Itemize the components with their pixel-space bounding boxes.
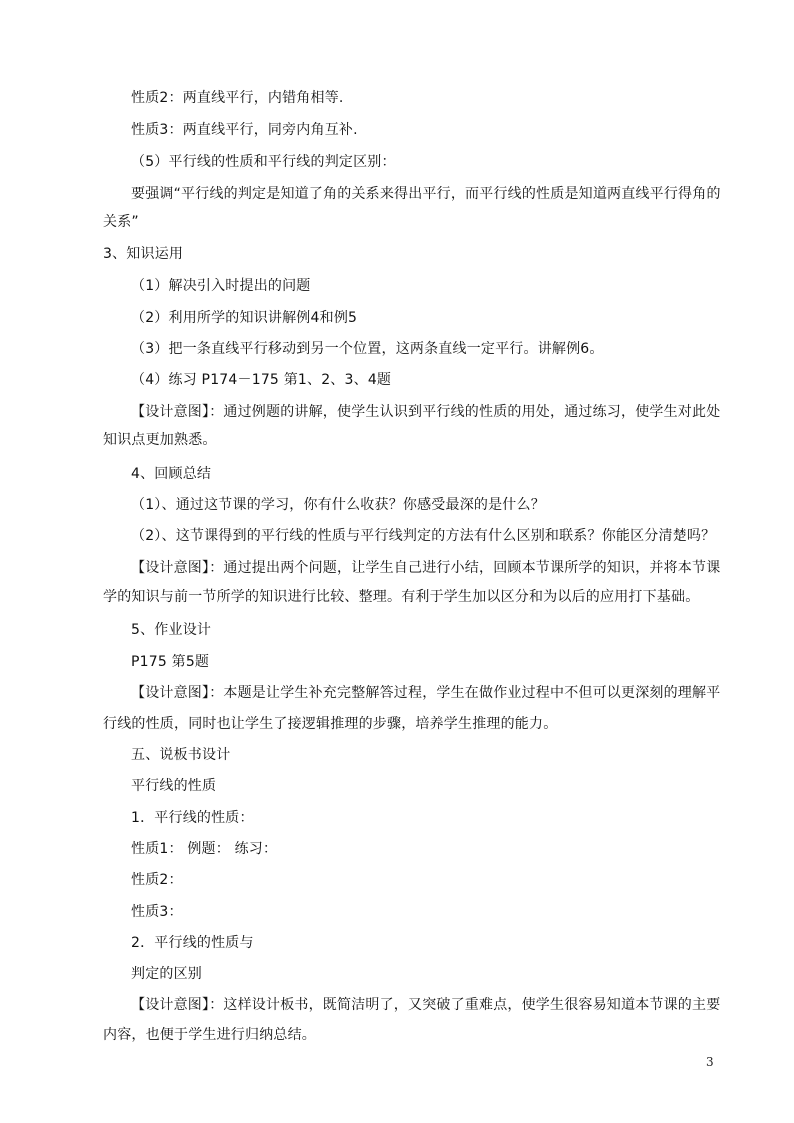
section-heading: 4、回顾总结 xyxy=(131,466,212,482)
section-heading: 3、知识运用 xyxy=(103,246,184,262)
text-line: 学的知识与前一节所学的知识进行比较、整理。有利于学生加以区分和为以后的应用打下基础。 xyxy=(103,589,700,605)
text-line: 行线的性质，同时也让学生了接逻辑推理的步骤，培养学生推理的能力。 xyxy=(103,716,558,732)
text-line: 【设计意图】：本题是让学生补充完整解答过程，学生在做作业过程中不但可以更深刻的理解平 xyxy=(131,685,721,701)
text-line: 要强调“平行线的判定是知道了角的关系来得出平行，而平行线的性质是知道两直线平行得角的 xyxy=(131,186,721,202)
text-line: 2．平行线的性质与 xyxy=(131,935,254,951)
text-line: 1．平行线的性质： xyxy=(131,810,254,826)
text-line: P175 第5题 xyxy=(131,654,210,670)
text-line: 性质2： xyxy=(131,872,183,888)
text-line: （3）把一条直线平行移动到另一个位置，这两条直线一定平行。讲解例6。 xyxy=(131,341,604,357)
text-line: 性质2：两直线平行，内错角相等. xyxy=(131,90,344,106)
text-line: 知识点更加熟悉。 xyxy=(103,432,217,448)
section-heading: 5、作业设计 xyxy=(131,622,212,638)
text-line: 关系” xyxy=(103,214,139,230)
text-line: （1）、通过这节课的学习，你有什么收获？你感受最深的是什么？ xyxy=(131,497,545,513)
text-line: （1）解决引入时提出的问题 xyxy=(131,278,311,294)
text-line: 【设计意图】：这样设计板书，既简洁明了，又突破了重难点，使学生很容易知道本节课的主要 xyxy=(131,997,721,1013)
board-title: 平行线的性质 xyxy=(131,778,217,794)
text-line: （4）练习 P174－175 第1、2、3、4题 xyxy=(131,372,392,388)
text-line: 【设计意图】：通过提出两个问题，让学生自己进行小结，回顾本节课所学的知识，并将本节课 xyxy=(131,560,721,576)
page-number: 3 xyxy=(706,1055,714,1069)
text-line: 性质1： 例题： 练习： xyxy=(131,841,278,857)
text-line: 性质3： xyxy=(131,904,183,920)
text-line: 【设计意图】：通过例题的讲解，使学生认识到平行线的性质的用处，通过练习，使学生对此处 xyxy=(131,404,721,420)
text-line: （2）、这节课得到的平行线的性质与平行线判定的方法有什么区别和联系？你能区分清楚吗？ xyxy=(131,528,716,544)
text-line: （2）利用所学的知识讲解例4和例5 xyxy=(131,310,358,326)
text-line: 内容，也便于学生进行归纳总结。 xyxy=(103,1027,316,1043)
section-heading: 五、说板书设计 xyxy=(131,747,231,763)
text-line: 性质3：两直线平行，同旁内角互补. xyxy=(131,122,358,138)
text-line: （5）平行线的性质和平行线的判定区别： xyxy=(131,154,396,170)
text-line: 判定的区别 xyxy=(131,966,202,982)
